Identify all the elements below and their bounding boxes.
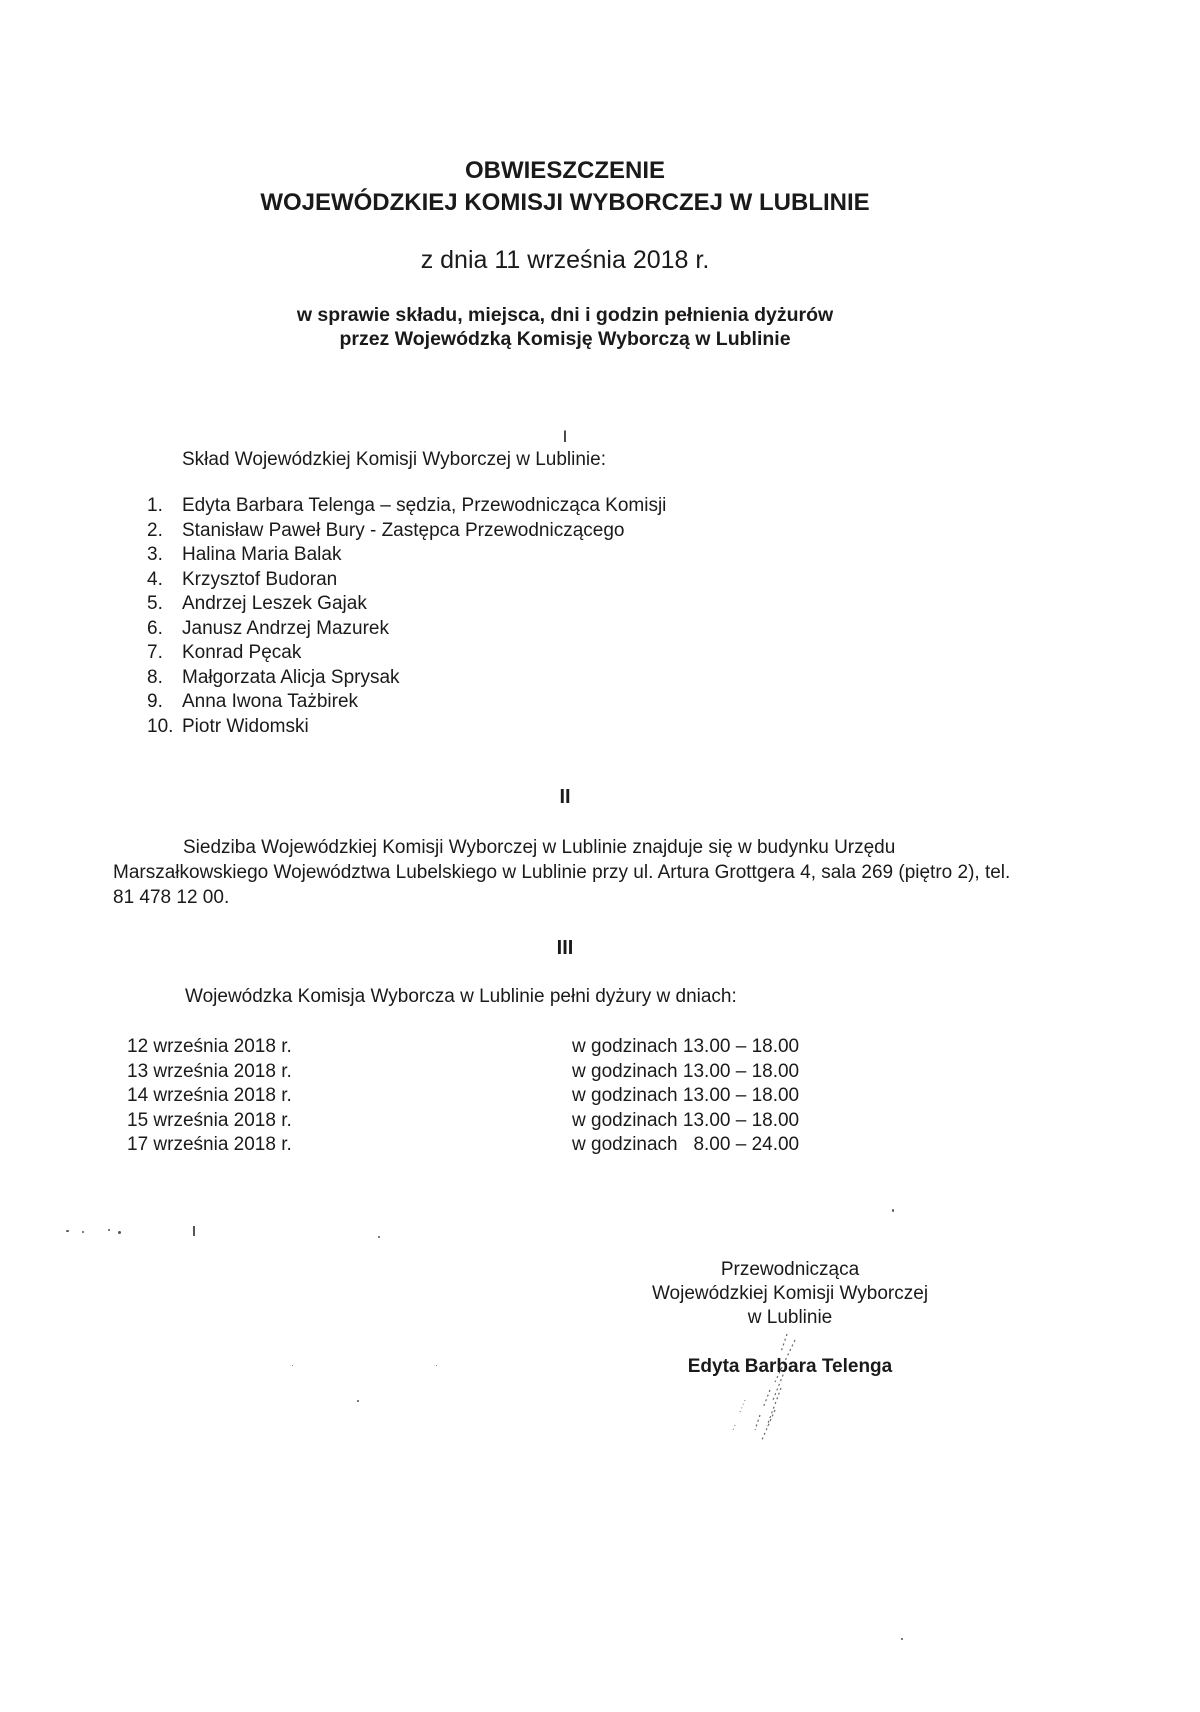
member-name: Edyta Barbara Telenga – sędzia, Przewodnicząca Komisji xyxy=(182,495,667,516)
section-1-intro: Skład Wojewódzkiej Komisji Wyborczej w Lublinie: xyxy=(182,449,606,470)
signature-role-3: w Lublinie xyxy=(747,1307,833,1328)
list-item xyxy=(147,519,666,544)
list-number: 8. xyxy=(147,666,163,688)
title-line-1: OBWIESZCZENIE xyxy=(464,157,665,184)
section-2-text: Siedziba Wojewódzkiej Komisji Wyborczej w Lublinie znajduje się w budynku Urzędu Marszałkowskiego Województwa Lubelskiego w Lublinie przy ul. Artura Grottgera 4, sala 269 (piętro 2), tel. 81 478 12 00. xyxy=(113,837,1011,908)
member-name: Krzysztof Budoran xyxy=(182,568,338,590)
list-number: 7. xyxy=(147,642,163,663)
member-name: Stanisław Paweł Bury - Zastępca Przewodniczącego xyxy=(182,519,625,541)
section-3-number: III xyxy=(556,937,574,959)
member-name: Małgorzata Alicja Sprysak xyxy=(182,666,400,688)
table-row xyxy=(127,1061,847,1086)
member-name: Anna Iwona Tażbirek xyxy=(182,691,359,712)
scan-speck xyxy=(82,1231,84,1233)
table-row xyxy=(127,1110,847,1135)
signature-role-1: Przewodnicząca xyxy=(720,1259,860,1280)
scan-speck xyxy=(357,1400,359,1402)
member-name: Halina Maria Balak xyxy=(182,544,342,565)
list-number: 2. xyxy=(147,519,163,541)
subject-line-2: przez Wojewódzką Komisję Wyborczą w Lublinie xyxy=(339,328,791,350)
table-row xyxy=(127,1085,847,1110)
list-number: 9. xyxy=(147,691,163,712)
list-item xyxy=(147,592,666,617)
scan-speck xyxy=(892,1209,894,1212)
members-list xyxy=(147,494,666,739)
duty-date: 15 września 2018 r. xyxy=(127,1109,292,1131)
scan-speck xyxy=(108,1229,110,1231)
list-number: 10. xyxy=(147,715,174,737)
list-item xyxy=(147,543,666,568)
scan-speck xyxy=(66,1230,69,1232)
scan-speck xyxy=(292,1365,293,1366)
list-number: 6. xyxy=(147,617,163,639)
table-row xyxy=(127,1036,847,1061)
scan-speck xyxy=(901,1638,903,1640)
subject-line-1: w sprawie składu, miejsca, dni i godzin pełnienia dyżurów xyxy=(296,304,834,326)
duty-hours: w godzinach 8.00 – 24.00 xyxy=(572,1134,800,1155)
duty-date: 12 września 2018 r. xyxy=(127,1036,292,1057)
duty-hours: w godzinach 13.00 – 18.00 xyxy=(572,1036,800,1057)
list-item xyxy=(147,690,666,715)
signature-role-2: Wojewódzkiej Komisji Wyborczej xyxy=(651,1283,929,1304)
scan-speck xyxy=(436,1365,437,1366)
duty-hours: w godzinach 13.00 – 18.00 xyxy=(572,1109,800,1131)
list-item xyxy=(147,715,666,740)
duty-date: 13 września 2018 r. xyxy=(127,1060,292,1082)
duty-date: 14 września 2018 r. xyxy=(127,1085,292,1106)
list-number: 5. xyxy=(147,593,163,614)
member-name: Janusz Andrzej Mazurek xyxy=(182,617,389,639)
list-item xyxy=(147,617,666,642)
duty-hours: w godzinach 13.00 – 18.00 xyxy=(572,1085,800,1106)
member-name: Piotr Widomski xyxy=(182,715,309,737)
table-row xyxy=(127,1134,847,1159)
member-name: Konrad Pęcak xyxy=(182,642,302,663)
list-item xyxy=(147,494,666,519)
member-name: Andrzej Leszek Gajak xyxy=(182,593,367,614)
signature-name: Edyta Barbara Telenga xyxy=(687,1356,893,1377)
list-item xyxy=(147,641,666,666)
scan-speck xyxy=(378,1236,380,1238)
list-item xyxy=(147,666,666,691)
duty-hours: w godzinach 13.00 – 18.00 xyxy=(572,1060,800,1082)
title-line-2: WOJEWÓDZKIEJ KOMISJI WYBORCZEJ W LUBLINIE xyxy=(260,189,870,216)
list-number: 3. xyxy=(147,544,163,565)
list-item xyxy=(147,568,666,593)
list-number: 4. xyxy=(147,568,163,590)
section-3-intro: Wojewódzka Komisja Wyborcza w Lublinie pełni dyżury w dniach: xyxy=(185,986,737,1007)
section-1-number: I xyxy=(562,427,568,446)
duty-schedule xyxy=(127,1036,847,1159)
section-2-number: II xyxy=(559,786,571,808)
scan-speck xyxy=(118,1231,121,1234)
document-date: z dnia 11 września 2018 r. xyxy=(420,246,710,274)
scan-speck xyxy=(193,1226,195,1236)
handwritten-signature-icon xyxy=(715,1330,825,1450)
duty-date: 17 września 2018 r. xyxy=(127,1134,292,1155)
list-number: 1. xyxy=(147,495,163,516)
